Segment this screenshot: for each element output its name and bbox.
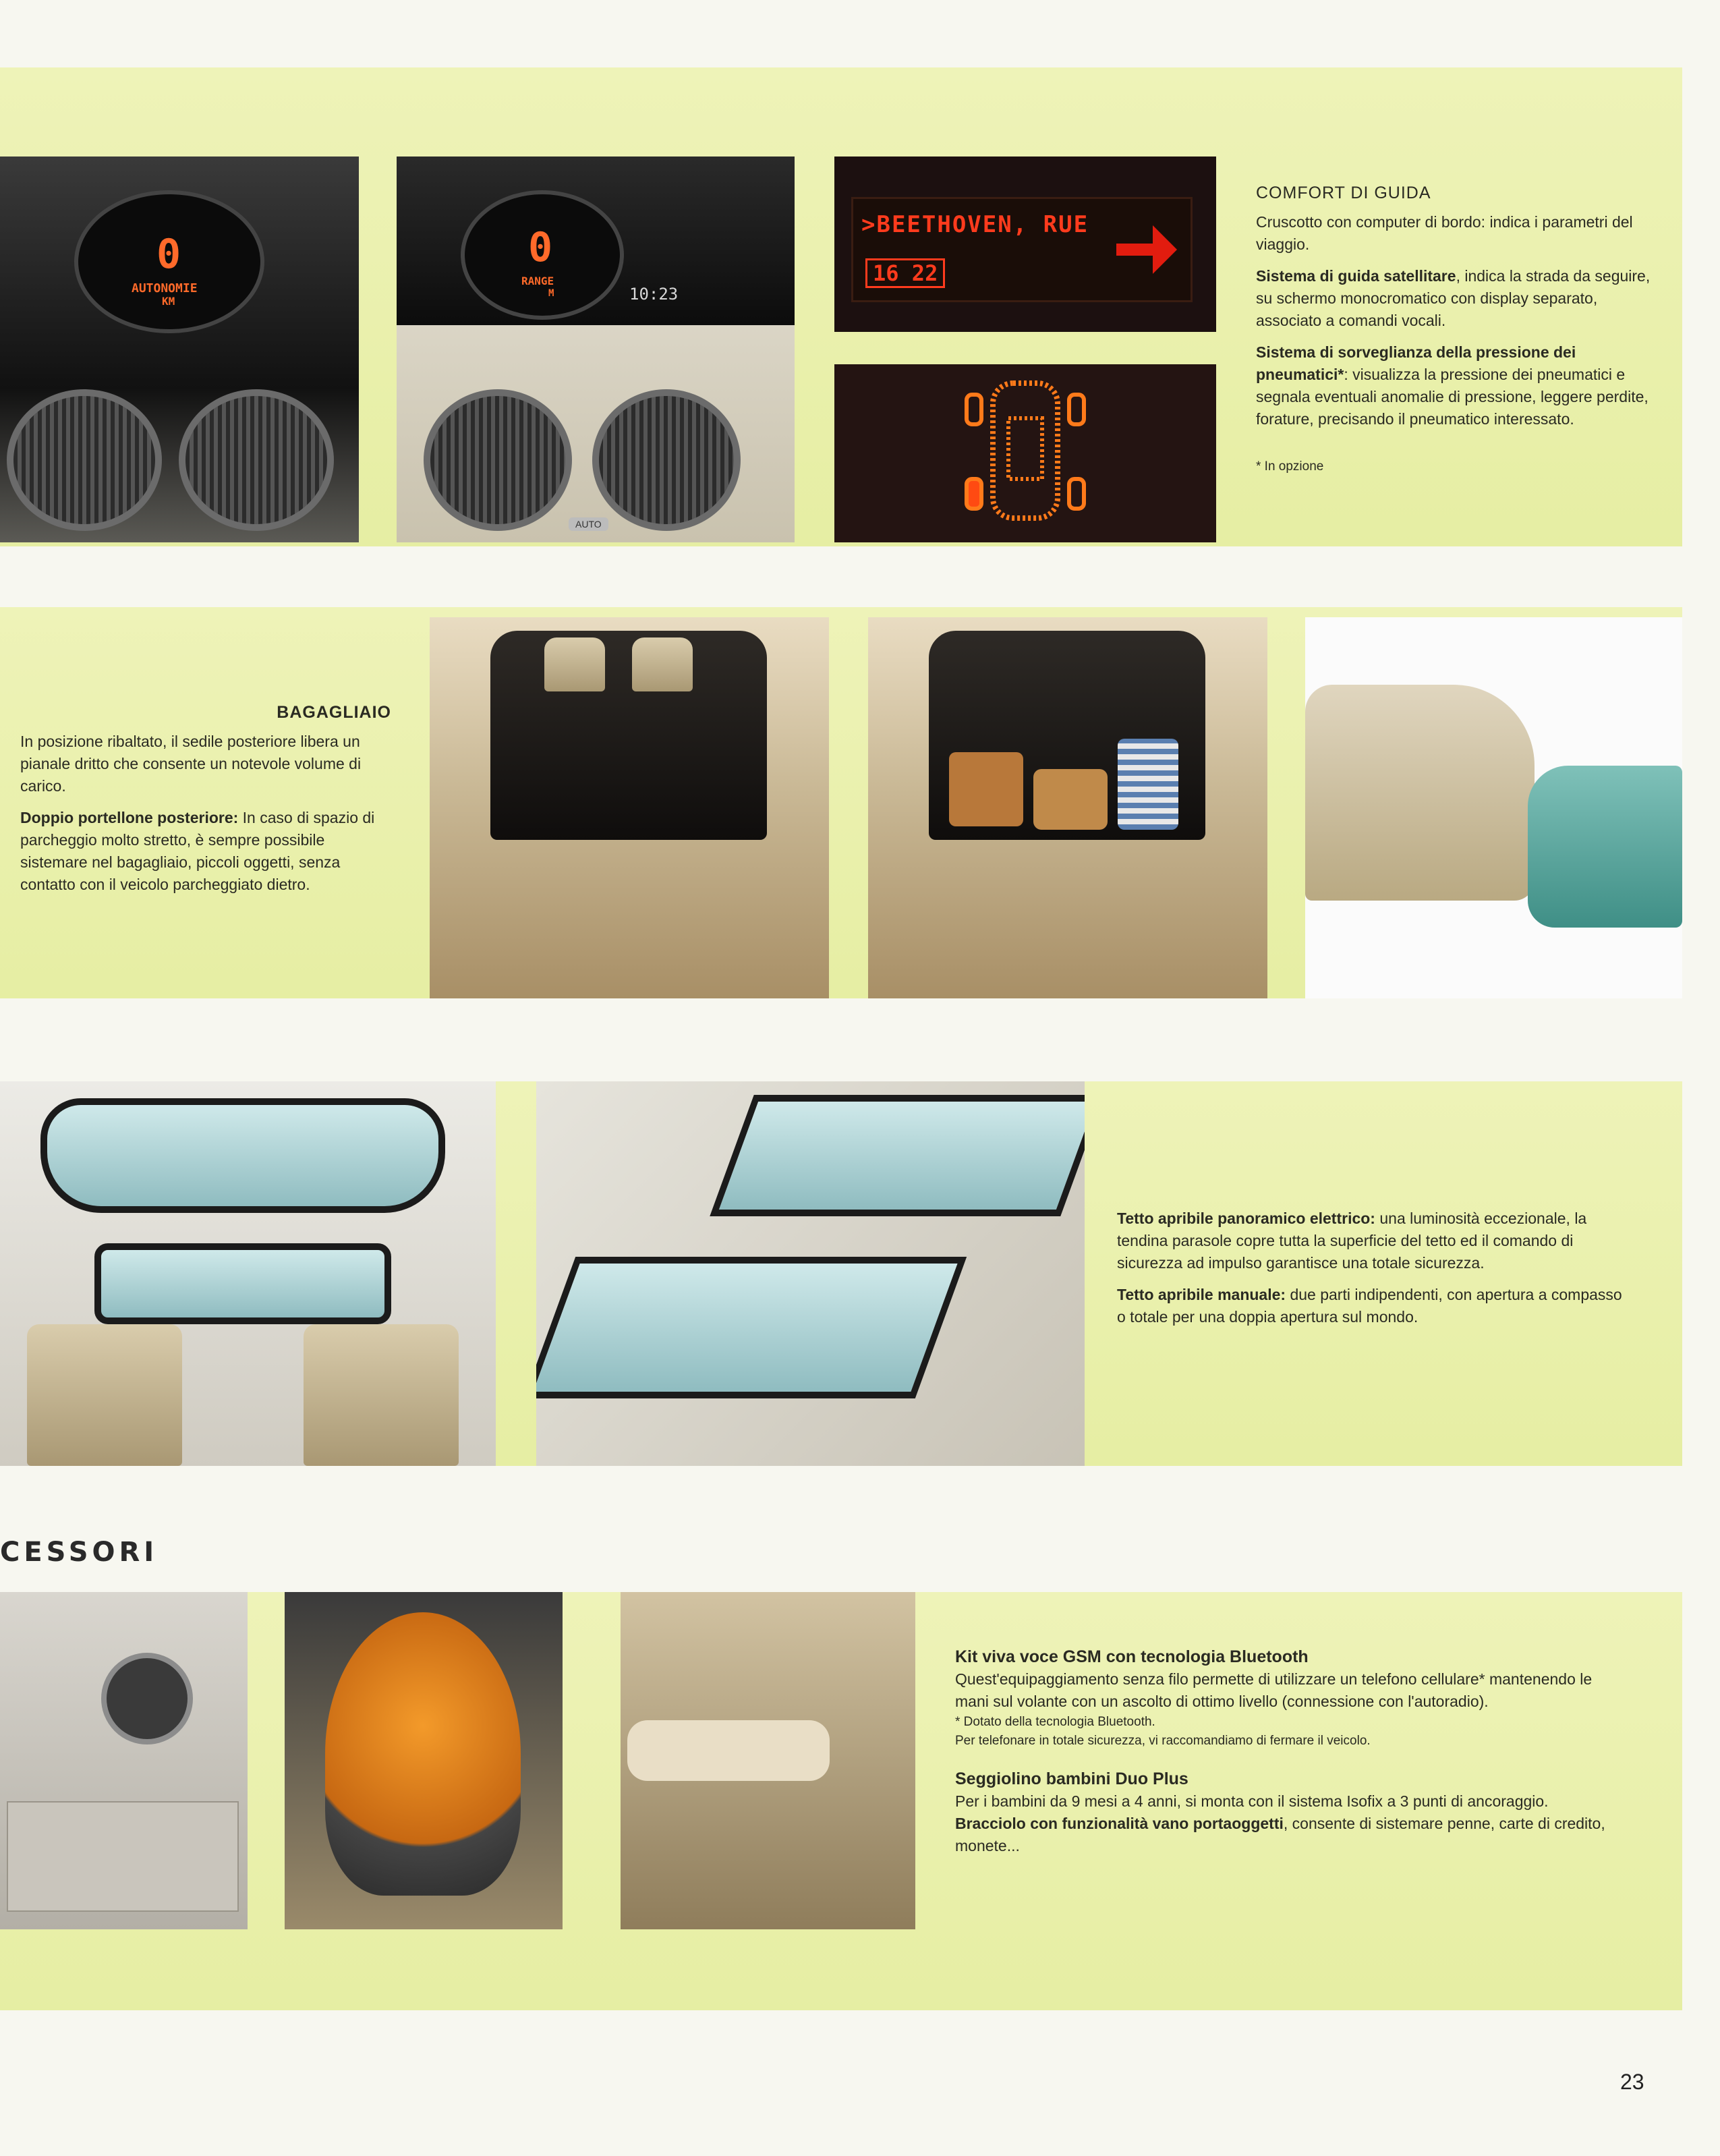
- seat: [27, 1324, 182, 1466]
- armrest: [627, 1720, 830, 1781]
- trunk-opening: [490, 631, 767, 840]
- tetto-para-2: Tetto apribile manuale: due parti indipendenti, con apertura a compasso o totale per una doppia apertura sul mondo.: [1117, 1286, 1622, 1326]
- bagagliaio-text-block: [20, 702, 391, 905]
- sunroof-panel: [710, 1095, 1085, 1216]
- air-vent-left: [424, 389, 572, 531]
- page-number: 23: [1620, 2070, 1644, 2094]
- radio-panel: [7, 1801, 239, 1912]
- trunk-loaded-photo: [868, 617, 1267, 998]
- armrest-text: Bracciolo con funzionalità vano portaoggetti, consente di sistemare penne, carte di credito, monete...: [955, 1815, 1605, 1854]
- comfort-title: COMFORT DI GUIDA: [1256, 183, 1431, 202]
- dashboard-photo-dark: [0, 157, 359, 542]
- sunroof-interior-photo: [0, 1081, 496, 1466]
- gauge-unit: M: [548, 288, 554, 299]
- kit-title: Kit viva voce GSM con tecnologia Bluetooth: [955, 1647, 1309, 1666]
- child-seat-photo: [285, 1592, 563, 1929]
- nav-screen: [851, 197, 1193, 302]
- comfort-text-block: [1256, 182, 1661, 486]
- air-vent-right: [179, 389, 334, 531]
- air-vent-right: [592, 389, 741, 531]
- sunroof-front: [40, 1098, 445, 1213]
- air-vent-left: [7, 389, 162, 531]
- bluetooth-button: [101, 1653, 193, 1744]
- kit-text: Quest'equipaggiamento senza filo permette di utilizzare un telefono cellulare* mantenendo le mani sul volante con un ascolto di ottimo livello (connessione con l'autoradio).: [955, 1670, 1593, 1710]
- tire-pressure-display-photo: [834, 364, 1216, 542]
- accessori-heading: CESSORI: [0, 1537, 159, 1568]
- seat-text: Per i bambini da 9 mesi a 4 anni, si monta con il sistema Isofix a 3 punti di ancoraggio.: [955, 1792, 1549, 1810]
- turn-arrow-icon: [1116, 219, 1177, 280]
- dashboard-photo-light: [397, 157, 795, 542]
- gauge-digit: 0: [156, 231, 181, 278]
- armrest-photo: [621, 1592, 915, 1929]
- gauge-label: AUTONOMIE: [132, 281, 198, 295]
- parked-cars-photo: [1305, 617, 1682, 998]
- bagagliaio-title: BAGAGLIAIO: [277, 703, 391, 722]
- bag: [949, 752, 1023, 826]
- car-tan: [1305, 685, 1535, 901]
- seat-title: Seggiolino bambini Duo Plus: [955, 1769, 1188, 1788]
- bagagliaio-para-2: Doppio portellone posteriore: In caso di spazio di parcheggio molto stretto, è sempre possibile sistemare nel bagagliaio, piccoli oggetti, senza contatto con il veicolo parcheggiato dietro.: [20, 809, 375, 893]
- trunk-empty-photo: [430, 617, 829, 998]
- clock-display: 10:23: [629, 285, 679, 304]
- nav-street: >BEETHOVEN, RUE: [861, 211, 1089, 238]
- gauge-unit: KM: [162, 295, 175, 308]
- tetto-para-1: Tetto apribile panoramico elettrico: una luminosità eccezionale, la tendina parasole copre tutta la superficie del tetto ed il comando di sicurezza ad impulso garantisce una totale sicurezza.: [1117, 1210, 1587, 1272]
- sunroof-panel: [536, 1257, 967, 1398]
- car-teal: [1528, 766, 1682, 928]
- comfort-para-2: Sistema di guida satellitare, indica la strada da seguire, su schermo monocromatico con display separato, associato a comandi vocali.: [1256, 267, 1651, 329]
- child-seat: [325, 1612, 521, 1896]
- bag: [1033, 769, 1108, 830]
- kit-note-2: Per telefonare in totale sicurezza, vi raccomandiamo di fermare il veicolo.: [955, 1734, 1371, 1748]
- sunroof-rear: [94, 1243, 391, 1324]
- accessori-text-block: [955, 1646, 1630, 1857]
- center-console-photo: [0, 1592, 248, 1929]
- comfort-para-1: Cruscotto con computer di bordo: indica i parametri del viaggio.: [1256, 213, 1633, 253]
- seat: [304, 1324, 459, 1466]
- gauge-digit: 0: [528, 224, 553, 271]
- kit-note-1: * Dotato della tecnologia Bluetooth.: [955, 1715, 1155, 1729]
- comfort-note: * In opzione: [1256, 459, 1324, 474]
- comfort-para-3: Sistema di sorveglianza della pressione dei pneumatici*: visualizza la pressione dei pneumatici e segnala eventuali anomalie di pressione, leggere perdite, forature, precisando il pneumatico interessato.: [1256, 343, 1649, 428]
- seat: [544, 637, 605, 691]
- auto-button: AUTO: [569, 517, 608, 531]
- bag: [1118, 739, 1178, 830]
- bagagliaio-para-1: In posizione ribaltato, il sedile posteriore libera un pianale dritto che consente un notevole volume di carico.: [20, 733, 362, 795]
- gauge-label: RANGE: [521, 275, 554, 287]
- seat: [632, 637, 693, 691]
- nav-time: 16 22: [865, 258, 945, 288]
- tetto-text-block: [1117, 1208, 1630, 1338]
- sunroof-detail-photo: [536, 1081, 1085, 1466]
- car-tire-icon: [834, 364, 1216, 542]
- navigation-display-photo: [834, 157, 1216, 332]
